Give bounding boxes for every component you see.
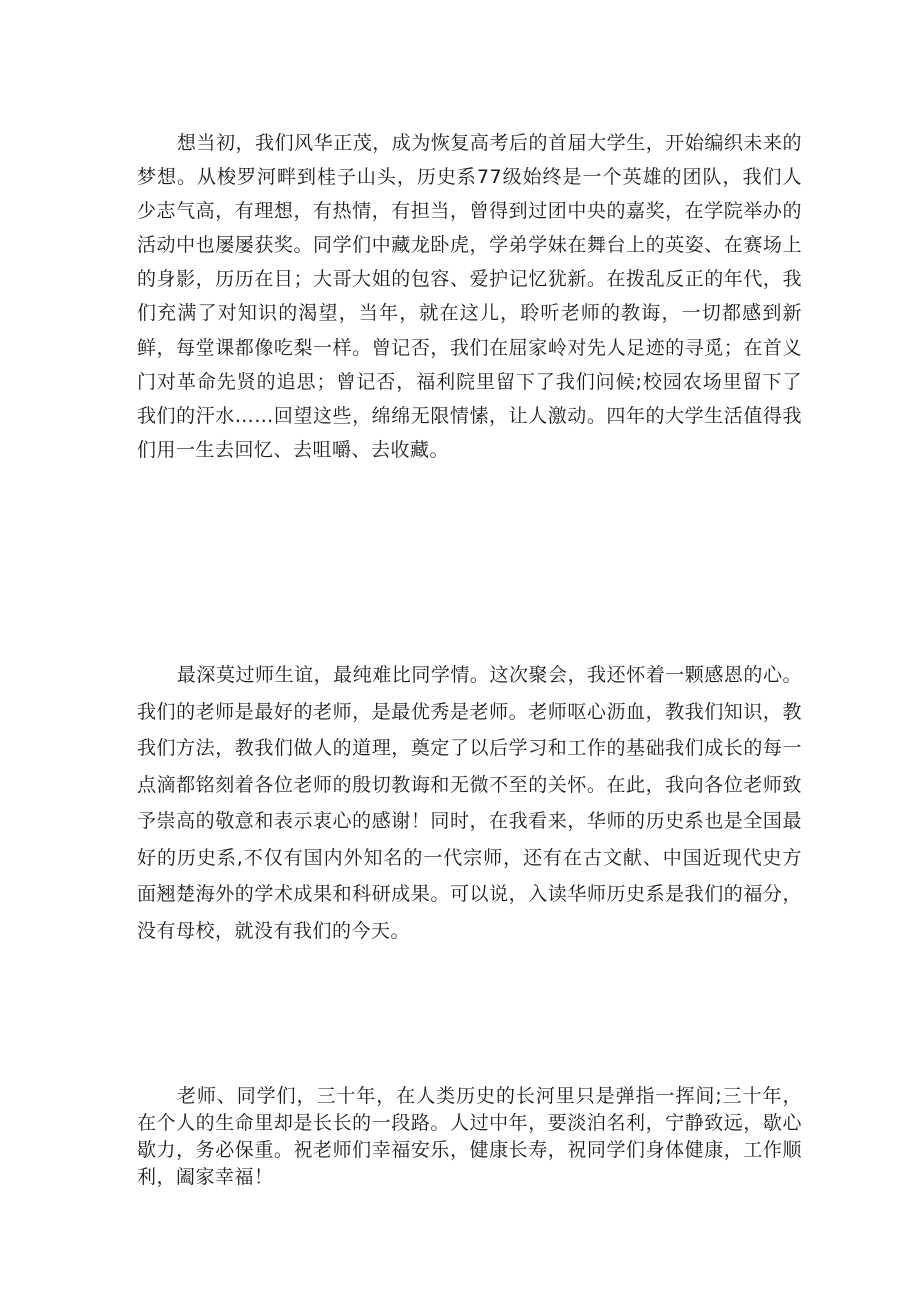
paragraph-gratitude-to-teachers: 最深莫过师生谊，最纯难比同学情。这次聚会，我还怀着一颗感恩的心。我们的老师是最好的老师，是最优秀是老师。老师呕心沥血，教我们知识，教我们方法，教我们做人的道理，奠定了以后学习和工作的基础我们成长的每一点滴都铭刻着各位老师的殷切教诲和无微不至的关怀。在此，我向各位老师致予崇高的敬意和表示衷心的感谢！同时，在我看来，华师的历史系也是全国最好的历史系,不仅有国内外知名的一代宗师，还有在古文献、中国近现代史方面翘楚海外的学术成果和科研成果。可以说，入读华师历史系是我们的福分，没有母校，就没有我们的今天。 — [137, 664, 802, 942]
paragraph-memories: 想当初，我们风华正茂，成为恢复高考后的首届大学生，开始编织未来的梦想。从梭罗河畔到桂子山头，历史系77级始终是一个英雄的团队，我们人少志气高，有理想，有热情，有担当，曾得到过团中央的嘉奖，在学院举办的活动中也屡屡获奖。同学们中藏龙卧虎，学弟学妹在舞台上的英姿、在赛场上的身影，历历在目；大哥大姐的包容、爱护记忆犹新。在拨乱反正的年代，我们充满了对知识的渴望，当年，就在这儿，聆听老师的教诲，一切都感到新鲜，每堂课都像吃梨一样。曾记否，我们在屈家岭对先人足迹的寻觅；在首义门对革命先贤的追思；曾记否，福利院里留下了我们问候;校园农场里留下了我们的汗水……回望这些，绵绵无限情愫，让人激动。四年的大学生活值得我们用一生去回忆、去咀嚼、去收藏。 — [137, 132, 802, 461]
paragraph-closing-wishes: 老师、同学们，三十年，在人类历史的长河里只是弹指一挥间;三十年，在个人的生命里却是长长的一段路。人过中年，要淡泊名利，宁静致远，歇心歇力，务必保重。祝老师们幸福安乐，健康长寿，祝同学们身体健康，工作顺利，阖家幸福！ — [137, 1085, 802, 1188]
